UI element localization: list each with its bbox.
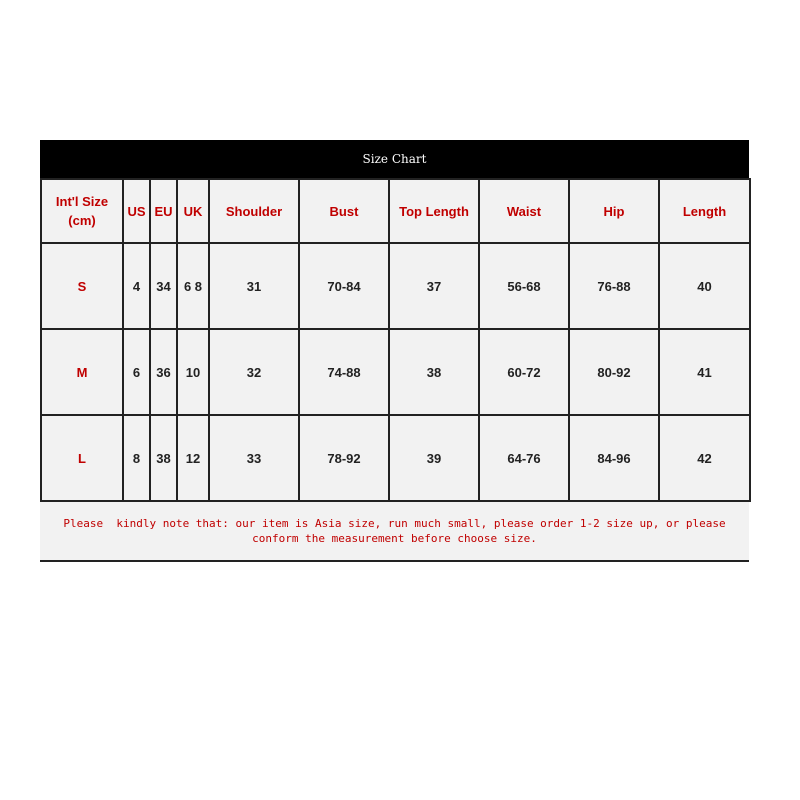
table-cell: 84-96: [569, 415, 659, 501]
size-label-cell: L: [41, 415, 123, 501]
table-cell: 64-76: [479, 415, 569, 501]
table-cell: 34: [150, 243, 177, 329]
table-row: [41, 243, 750, 329]
size-note: Please kindly note that: our item is Asia size, run much small, please order 1-2 size up, or please conform the measurement before choose size.: [63, 516, 733, 545]
table-cell: 10: [177, 329, 209, 415]
table-cell: 40: [659, 243, 750, 329]
table-cell: 41: [659, 329, 750, 415]
size-table: [40, 178, 751, 502]
table-cell: 4: [123, 243, 150, 329]
table-cell: 42: [659, 415, 750, 501]
column-header-bust: Bust: [299, 179, 389, 243]
table-cell: 76-88: [569, 243, 659, 329]
table-cell: 78-92: [299, 415, 389, 501]
table-cell: 6 8: [177, 243, 209, 329]
table-cell: 38: [150, 415, 177, 501]
table-cell: 33: [209, 415, 299, 501]
size-chart: [40, 140, 749, 562]
size-chart-title: Size Chart: [40, 140, 749, 178]
column-header-length: Length: [659, 179, 750, 243]
size-label-cell: M: [41, 329, 123, 415]
table-cell: 36: [150, 329, 177, 415]
table-cell: 37: [389, 243, 479, 329]
table-row: [41, 415, 750, 501]
column-header-shoulder: Shoulder: [209, 179, 299, 243]
table-cell: 32: [209, 329, 299, 415]
column-header-intl-size: Int'l Size (cm): [41, 179, 123, 243]
column-header-waist: Waist: [479, 179, 569, 243]
table-cell: 56-68: [479, 243, 569, 329]
table-cell: 60-72: [479, 329, 569, 415]
table-cell: 39: [389, 415, 479, 501]
table-cell: 38: [389, 329, 479, 415]
column-header-uk: UK: [177, 179, 209, 243]
column-header-us: US: [123, 179, 150, 243]
table-cell: 12: [177, 415, 209, 501]
size-label-cell: S: [41, 243, 123, 329]
column-header-hip: Hip: [569, 179, 659, 243]
table-cell: 31: [209, 243, 299, 329]
table-cell: 80-92: [569, 329, 659, 415]
table-cell: 6: [123, 329, 150, 415]
column-header-top-length: Top Length: [389, 179, 479, 243]
table-row: [41, 329, 750, 415]
table-cell: 74-88: [299, 329, 389, 415]
header-row: [41, 179, 750, 243]
table-cell: 70-84: [299, 243, 389, 329]
table-cell: 8: [123, 415, 150, 501]
column-header-eu: EU: [150, 179, 177, 243]
